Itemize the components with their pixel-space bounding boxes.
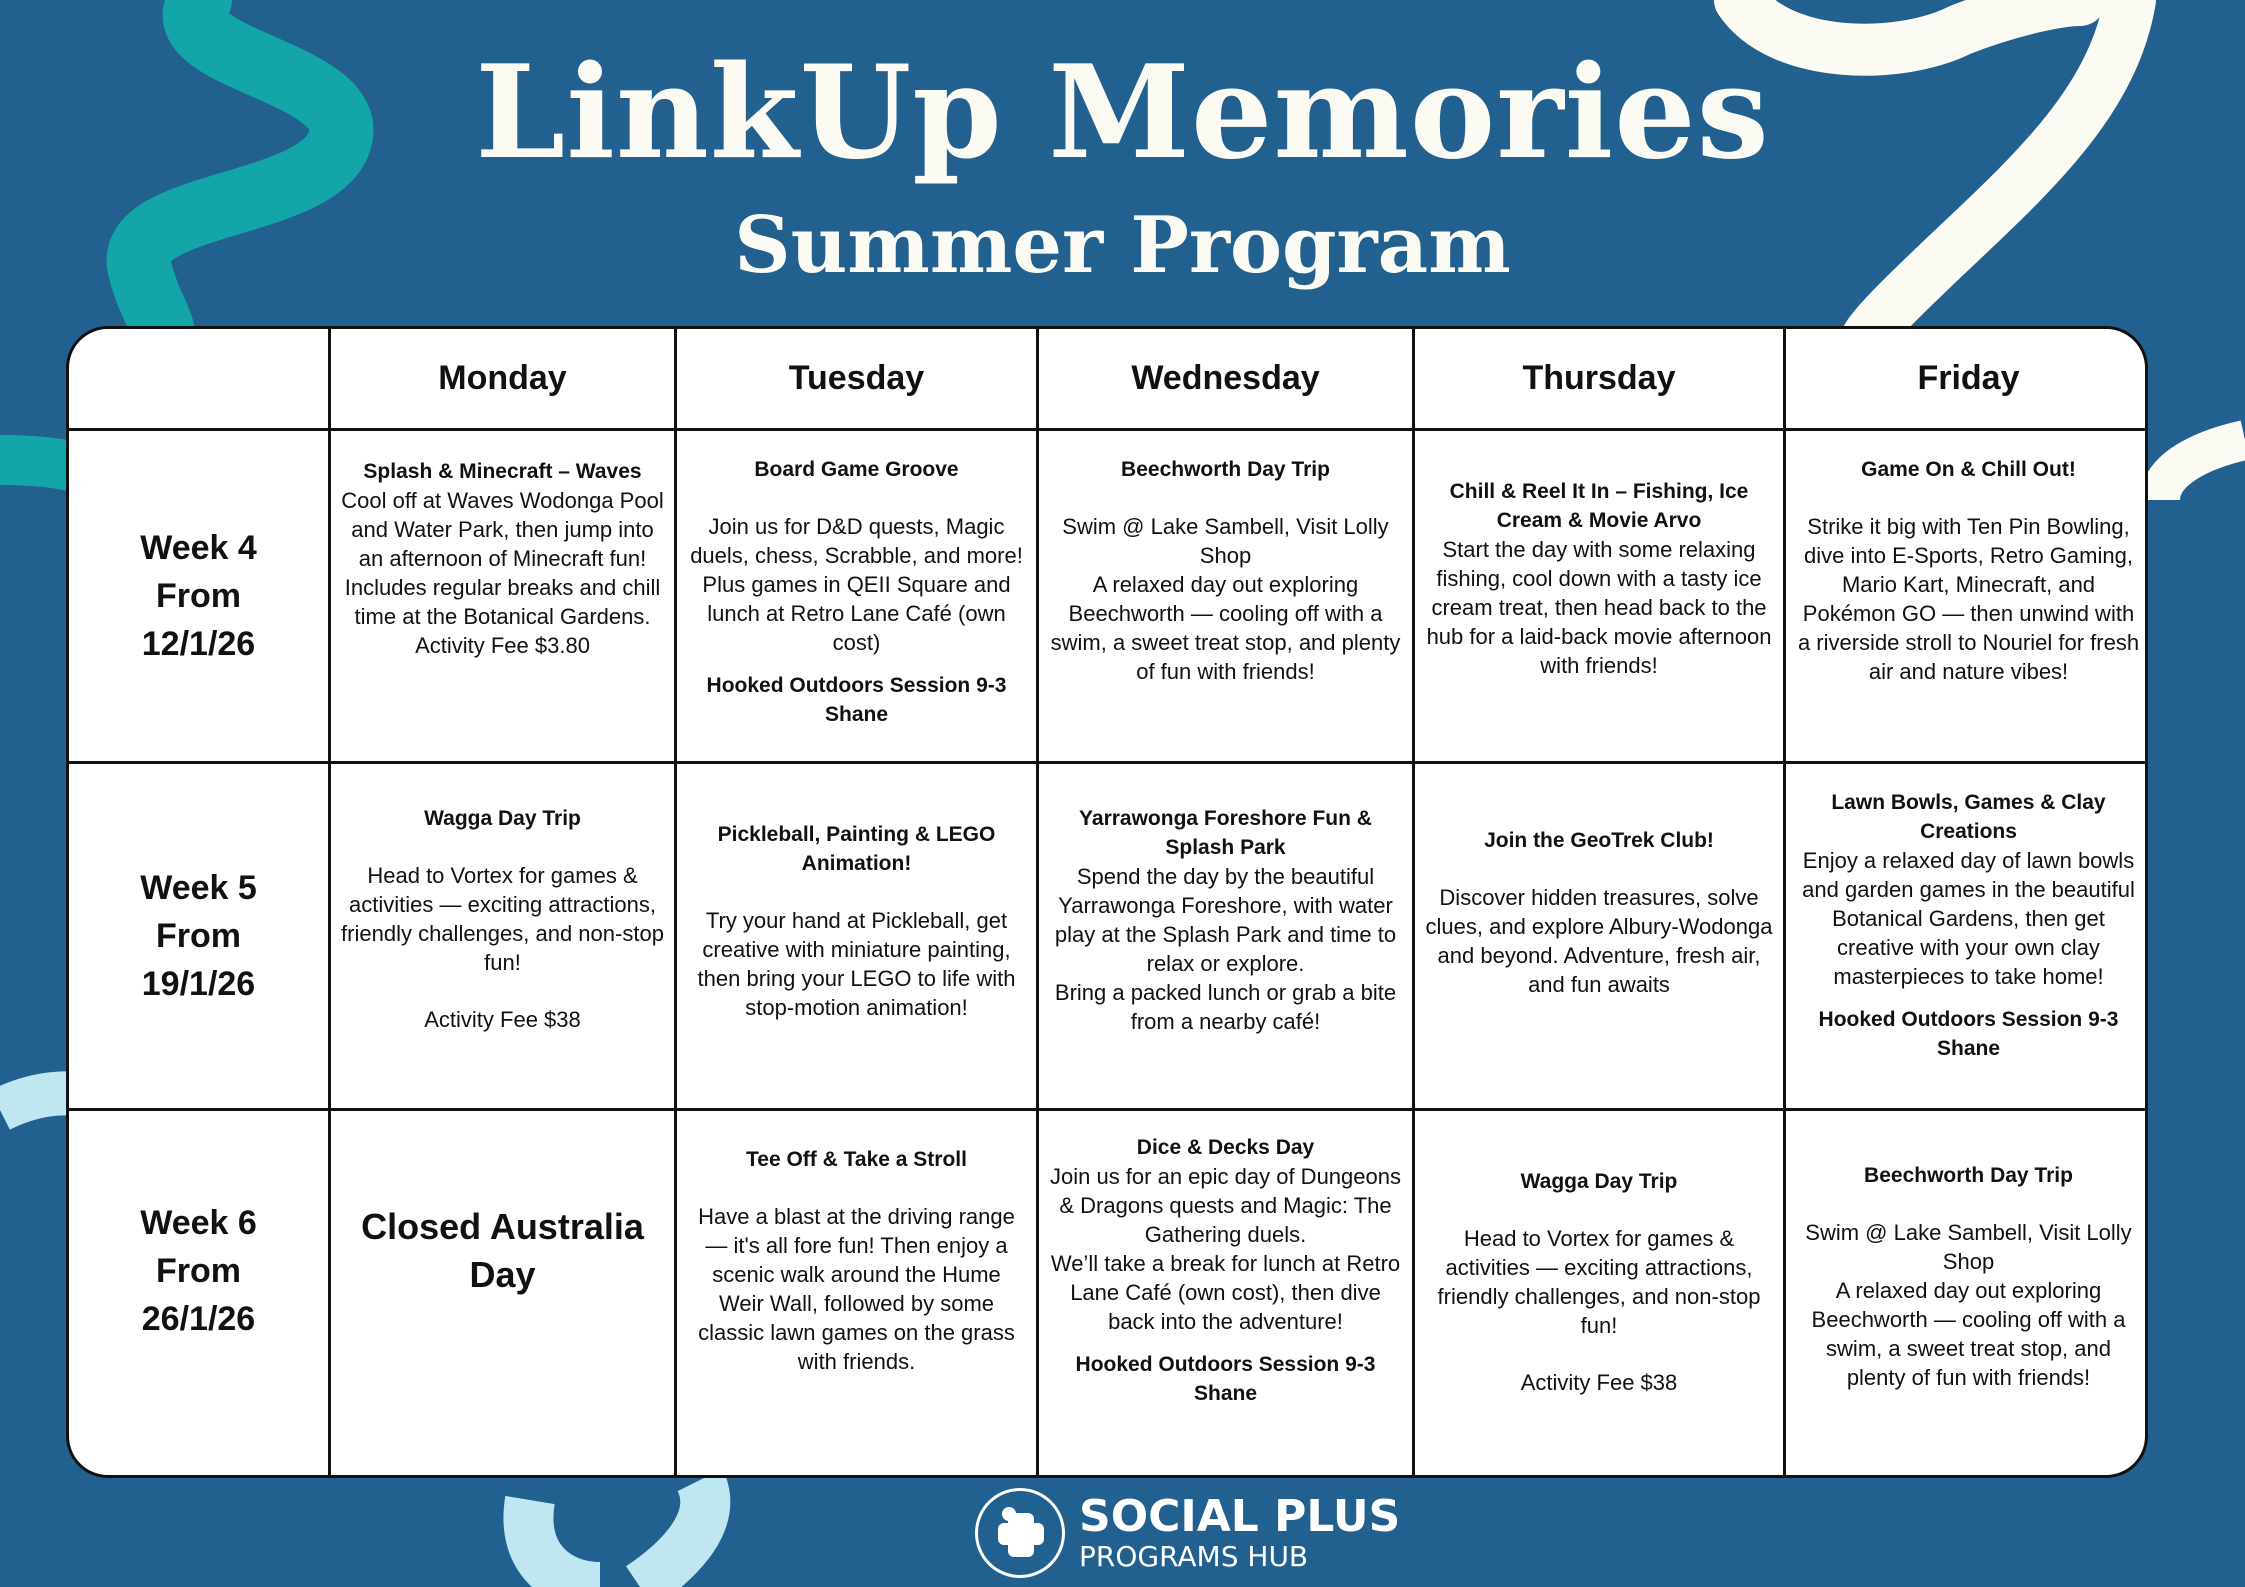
activity-cell [1039,764,1415,1111]
activity-title: Wagga Day Trip [1520,1170,1678,1193]
activity-footer: Hooked Outdoors Session 9-3 Shane [706,674,1007,726]
activity-description: Cool off at Waves Wodonga Pool and Water Park, then jump into an afternoon of Minecraft fun! Includes regular breaks and chill time at the Botanical Gardens. [341,488,664,629]
day-header-tuesday: Tuesday [677,329,1039,431]
cream-squiggle-right [2160,440,2245,500]
activity-cell [677,431,1039,764]
social-plus-logo [975,1488,1400,1578]
light-blue-squiggle-bottom [528,1480,705,1587]
activity-fee: Activity Fee $38 [424,1007,581,1032]
logo-tagline: PROGRAMS HUB [1079,1540,1309,1573]
activity-description: Head to Vortex for games & activities — exciting attractions, friendly challenges, and non-stop fun! [1437,1226,1761,1338]
week-date: 19/1/26 [141,965,256,1003]
activity-title: Tee Off & Take a Stroll [746,1148,967,1171]
day-header-friday: Friday [1786,329,2148,431]
activity-fee: Activity Fee $3.80 [415,633,590,658]
closed-notice: Closed Australia Day [331,1111,677,1478]
activity-cell [1786,1111,2148,1478]
activity-title: Dice & Decks Day [1136,1136,1315,1159]
activity-description: Strike it big with Ten Pin Bowling, dive into E-Sports, Retro Gaming, Mario Kart, Minecraft, and Pokémon GO — then unwind with a riverside stroll to Nouriel for fresh air and nature vibes! [1797,514,2140,684]
activity-description: Spend the day by the beautiful Yarrawonga Foreshore, with water play at the Splash Park and time to relax or explore. [1054,864,1397,976]
activity-title: Beechworth Day Trip [1121,458,1330,481]
activity-cell [1786,764,2148,1111]
activity-description: Try your hand at Pickleball, get creative with miniature painting, then bring your LEGO to life with stop-motion animation! [697,908,1016,1020]
activity-title: Wagga Day Trip [424,807,581,830]
week-label [69,764,331,1111]
activity-title: Game On & Chill Out! [1861,458,2076,481]
activity-description: Head to Vortex for games & activities — exciting attractions, friendly challenges, and non-stop fun! [341,863,664,975]
activity-fee: Activity Fee $38 [1520,1370,1678,1395]
activity-description-extra: A relaxed day out exploring Beechworth — cooling off with a swim, a sweet treat stop, and plenty of fun with friends! [1811,1278,2126,1390]
week-from: From [156,577,241,615]
activity-description: Enjoy a relaxed day of lawn bowls and garden games in the beautiful Botanical Gardens, then get creative with your own clay masterpieces to take home! [1802,848,2135,989]
page-subtitle: Summer Program [734,200,1511,291]
activity-cell [331,431,677,764]
activity-description-extra: Bring a packed lunch or grab a bite from a nearby café! [1054,980,1397,1034]
activity-description: Start the day with some relaxing fishing, cool down with a tasty ice cream treat, then head back to the hub for a laid-back movie afternoon with friends! [1426,537,1772,678]
activity-title: Pickleball, Painting & LEGO Animation! [717,823,996,875]
plus-people-icon [975,1488,1065,1578]
activity-cell [677,764,1039,1111]
week-label [69,1111,331,1478]
activity-description-extra: A relaxed day out exploring Beechworth — cooling off with a swim, a sweet treat stop, and plenty of fun with friends! [1050,572,1401,684]
day-header-monday: Monday [331,329,677,431]
activity-cell [1786,431,2148,764]
activity-cell [1039,431,1415,764]
week-date: 26/1/26 [141,1300,256,1338]
activity-title: Lawn Bowls, Games & Clay Creations [1831,791,2106,843]
week-number: Week 6 [140,1204,257,1242]
week-label [69,431,331,764]
activity-title: Board Game Groove [754,458,959,481]
week-from: From [156,917,241,955]
activity-cell [677,1111,1039,1478]
activity-description: Discover hidden treasures, solve clues, and explore Albury-Wodonga and beyond. Adventure, fresh air, and fun awaits [1425,885,1773,997]
schedule-table [66,326,2148,1478]
activity-title: Yarrawonga Foreshore Fun & Splash Park [1079,807,1372,859]
week-number: Week 5 [140,869,257,907]
page-title: LinkUp Memories [475,38,1770,188]
activity-title: Chill & Reel It In – Fishing, Ice Cream & Movie Arvo [1449,480,1749,532]
activity-description: Swim @ Lake Sambell, Visit Lolly Shop [1805,1220,2132,1274]
activity-title: Beechworth Day Trip [1864,1164,2073,1187]
activity-cell [1415,1111,1786,1478]
activity-footer: Hooked Outdoors Session 9-3 Shane [1075,1353,1376,1405]
activity-description: Swim @ Lake Sambell, Visit Lolly Shop [1062,514,1389,568]
activity-cell [1415,764,1786,1111]
activity-title: Join the GeoTrek Club! [1484,829,1714,852]
activity-cell [1415,431,1786,764]
day-header-wednesday: Wednesday [1039,329,1415,431]
week-date: 12/1/26 [141,625,256,663]
activity-title: Splash & Minecraft – Waves [363,460,642,483]
activity-description: Join us for an epic day of Dungeons & Dragons quests and Magic: The Gathering duels. [1049,1164,1401,1247]
activity-cell [331,764,677,1111]
activity-description: Join us for D&D quests, Magic duels, chess, Scrabble, and more! Plus games in QEII Square and lunch at Retro Lane Café (own cost) [690,514,1023,655]
activity-description-extra: We’ll take a break for lunch at Retro Lane Café (own cost), then dive back into the adventure! [1050,1251,1401,1334]
week-from: From [156,1252,241,1290]
corner-cell [69,329,331,431]
activity-description: Have a blast at the driving range — it's all fore fun! Then enjoy a scenic walk around the Hume Weir Wall, followed by some classic lawn games on the grass with friends. [698,1204,1015,1374]
activity-cell [1039,1111,1415,1478]
week-number: Week 4 [140,529,257,567]
activity-footer: Hooked Outdoors Session 9-3 Shane [1818,1008,2119,1060]
logo-name: SOCIAL PLUS [1079,1491,1401,1542]
day-header-thursday: Thursday [1415,329,1786,431]
